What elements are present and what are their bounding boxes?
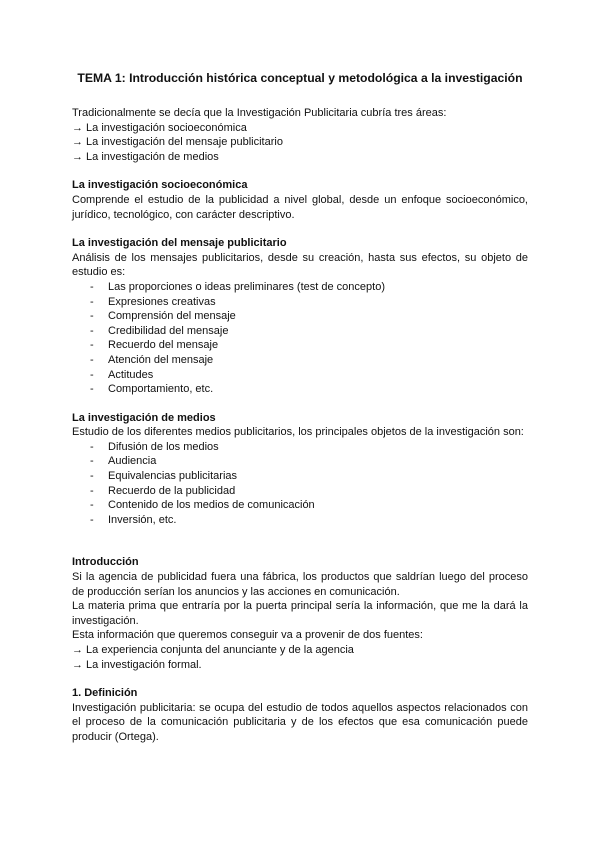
- list-item: - Audiencia: [72, 454, 528, 469]
- source-item: → La experiencia conjunta del anunciante y de la agencia: [72, 644, 354, 656]
- section-text: Análisis de los mensajes publicitarios, desde su creación, hasta sus efectos, su objeto de estudio es:: [72, 251, 528, 279]
- paragraph: Esta información que queremos conseguir va a provenir de dos fuentes:: [72, 629, 423, 642]
- list-item: - Recuerdo del mensaje: [72, 338, 528, 353]
- area-item: → La investigación socioeconómica: [72, 121, 247, 134]
- introduccion-section: [72, 555, 528, 672]
- list-item: - Expresiones creativas: [72, 295, 528, 310]
- section-heading: Introducción: [72, 556, 139, 569]
- source-item: → La investigación formal.: [72, 658, 202, 671]
- paragraph: Si la agencia de publicidad fuera una fábrica, los productos que saldrían luego del proceso de producción serían los anuncios y las acciones en comunicación.: [72, 571, 528, 598]
- area-item: → La investigación del mensaje publicitario: [72, 136, 283, 149]
- section-text: Estudio de los diferentes medios publicitarios, los principales objetos de la investigación son:: [72, 426, 524, 439]
- list-item: - Difusión de los medios: [72, 440, 528, 455]
- area-item: → La investigación de medios: [72, 150, 219, 163]
- section-text: Investigación publicitaria: se ocupa del estudio de todos aquellos aspectos relacionados con el proceso de la comunicación publicitaria y de los efectos que esa comunicación puede producir (Ortega).: [72, 701, 528, 743]
- section-heading: 1. Definición: [72, 687, 138, 700]
- section-heading: La investigación de medios: [72, 411, 216, 424]
- list-item: - Contenido de los medios de comunicación: [72, 498, 528, 513]
- intro-text: Tradicionalmente se decía que la Investigación Publicitaria cubría tres áreas:: [72, 107, 447, 119]
- medios-list: [72, 440, 528, 528]
- document-title: TEMA 1: Introducción histórica conceptual y metodológica a la investigación: [77, 71, 523, 85]
- mensaje-list: [72, 280, 528, 397]
- list-item: - Credibilidad del mensaje: [72, 324, 528, 339]
- list-item: - Actitudes: [72, 368, 528, 383]
- intro-section: [72, 106, 528, 164]
- list-item: - Las proporciones o ideas preliminares (test de concepto): [72, 280, 528, 295]
- section-text: Comprende el estudio de la publicidad a nivel global, desde un enfoque socioeconómico, jurídico, tecnológico, con carácter descriptivo.: [72, 193, 528, 221]
- list-item: - Comprensión del mensaje: [72, 309, 528, 324]
- mensaje-section: [72, 236, 528, 397]
- section-heading: La investigación del mensaje publicitario: [72, 237, 287, 250]
- spacer: [72, 527, 528, 555]
- section-heading: La investigación socioeconómica: [72, 179, 248, 192]
- medios-section: [72, 411, 528, 528]
- list-item: - Equivalencias publicitarias: [72, 469, 528, 484]
- socioeconomica-section: [72, 178, 528, 222]
- list-item: - Inversión, etc.: [72, 513, 528, 528]
- list-item: - Atención del mensaje: [72, 353, 528, 368]
- list-item: - Comportamiento, etc.: [72, 382, 528, 397]
- definicion-section: [72, 686, 528, 744]
- list-item: - Recuerdo de la publicidad: [72, 484, 528, 499]
- paragraph: La materia prima que entraría por la puerta principal sería la información, que me la dará la investigación.: [72, 600, 528, 627]
